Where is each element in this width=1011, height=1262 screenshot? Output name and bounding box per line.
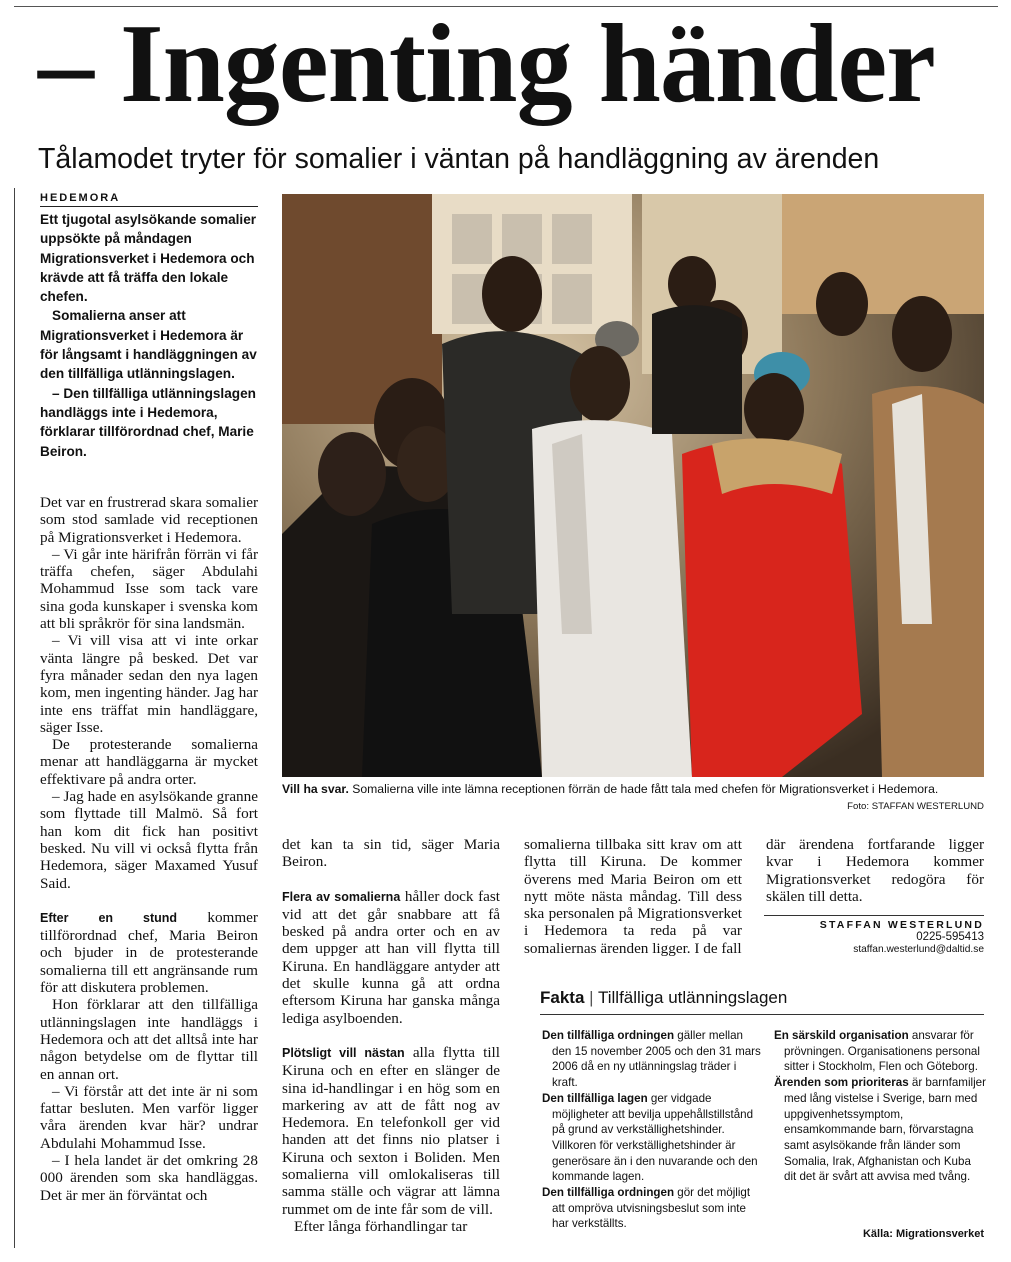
fakta-item [542,1028,764,1091]
fakta-item-text: är barnfamiljer med lång vistelse i Sverige, barn med uppgivenhetssymptom, ensamkommande barn, förvarstagna samt asylsökande från länder som Somalia, Irak, Afghanistan och Kuba dit det är svårt att avvisa med tvång. [784,1076,986,1184]
fakta-column-right [774,1028,986,1185]
fakta-title: Tillfälliga utlänningslagen [597,988,788,1007]
deck-subheadline: Tålamodet tryter för somalier i väntan på handläggning av ärenden [38,143,880,175]
caption-lead: Vill ha svar. [282,782,349,796]
ingress [40,210,258,461]
subhead-text: kommer tillförordnad chef, Maria Beiron och bjuder in de protesterande somalierna till ett angränsande rum för att diskutera problemen. [40,908,258,997]
fakta-item-text: gör det möjligt att ompröva utvisningsbeslut som inte har verkställts. [552,1186,751,1231]
signature-rule [764,915,984,916]
body-paragraph: – I hela landet är det omkring 28 000 ärenden som ska handläggas. Det är mer än förväntat och [40,1151,258,1204]
byline-phone: 0225-595413 [916,931,984,943]
body-paragraph: – Vi förstår att det inte är ni som fattar besluten. Men varför ligger våra ärenden kvar här? undrar Abdulahi Mohammud Isse. [40,1082,258,1152]
fakta-source: Källa: Migrationsverket [862,1228,984,1240]
photo-caption [282,782,984,798]
body-paragraph [282,888,500,1027]
fakta-item-lead: Den tillfälliga ordningen [542,1029,675,1042]
body-paragraph [40,909,258,996]
fakta-label: Fakta [540,988,585,1007]
body-paragraph: Hon förklarar att den tillfälliga utlänningslagen inte handläggs i Hedemora och att det alltså inte har någon betydelse om de flyttar till en annan ort. [40,996,258,1083]
fakta-column-left [542,1028,764,1232]
fakta-item-lead: Den tillfälliga lagen [542,1091,648,1105]
news-photo [282,194,984,777]
body-paragraph: De protesterande somalierna menar att handläggarna är mycket effektivare på andra orter. [40,736,258,788]
photo-credit: Foto: STAFFAN WESTERLUND [847,801,984,812]
subhead: Efter en stund [40,910,178,925]
fakta-item-lead: En särskild organisation [774,1029,909,1042]
ingress-paragraph: Somalierna anser att Migrationsverket i Hedemora är för långsamt i handläggningen av den tillfälliga utlänningslagen. [40,308,257,382]
body-column-3 [524,836,742,957]
fakta-item [542,1091,764,1185]
subhead-text: alla flytta till Kiruna och en efter en slänger de sina id-handlingar i en hög som en markering av att de fått nog av Hedemora. En telefonkoll ger vid handen att det finns nio platser i Kiruna och sexton i Boliden. Men somalierna vill omlokaliseras till samma ställe och vägrar att lämna rummet om de inte får som de vill. [282,1043,500,1218]
body-column-4 [766,836,984,905]
fakta-item-text: gäller mellan den 15 november 2005 och den 31 mars 2006 då en ny utlänningslag träder i kraft. [552,1029,761,1090]
byline [764,919,984,956]
ingress-paragraph: – Den tillfälliga utlänningslagen handläggs inte i Hedemora, förklarar tillförordnad chef, Marie Beiron. [40,385,256,459]
ingress-paragraph: Ett tjugotal asylsökande somalier uppsökte på måndagen Migrationsverket i Hedemora och krävde att få träffa den lokale chefen. [40,212,257,305]
fakta-item-text: ansvarar för prövningen. Organisationens personal sitter i Stockholm, Flen och Göteborg. [784,1029,980,1074]
subhead: Flera av somalierna [282,889,401,904]
left-column-rule [14,188,15,1248]
photo-illustration [282,194,984,777]
byline-email: staffan.westerlund@daltid.se [853,944,984,955]
caption-text: Somalierna ville inte lämna receptionen förrän de hade fått tala med chefen för Migrationsverket i Hedemora. [348,782,939,796]
fakta-item-lead: Ärenden som prioriteras [774,1076,909,1090]
fakta-item [774,1075,986,1185]
fakta-rule [540,1014,984,1015]
subhead: Plötsligt vill nästan [282,1045,405,1060]
fakta-heading: Fakta | Tillfälliga utlänningslagen [540,988,788,1007]
byline-name: STAFFAN WESTERLUND [819,919,984,931]
fakta-item [774,1028,986,1075]
body-paragraph: det kan ta sin tid, säger Maria Beiron. [282,836,500,871]
body-paragraph: där ärendena fortfarande ligger kvar i Hedemora kommer Migrationsverket redogöra för skälen till detta. [766,836,984,905]
body-paragraph: – Vi vill visa att vi inte orkar vänta längre på besked. Det var fyra månader sedan den nya lagen kom, men ingenting händer. Jag har inte ens träffat min handläggare, säger Isse. [40,632,258,736]
fakta-item-lead: Den tillfälliga ordningen [542,1186,675,1200]
body-paragraph: somalierna tillbaka sitt krav om att flytta till Kiruna. De kommer överens med Maria Beiron om ett nytt möte nästa måndag. Till dess ska personalen på Migrationsverket i Hedemora ta reda på var somaliernas ärenden ligger. I de fall [524,836,742,957]
body-column-2 [282,836,500,1235]
fakta-item-text: ger vidgade möjligheter att bevilja uppehållstillstånd på grund av verkställighetshinder. Villkoren för verkställighetshinder är generösare än i den nuvarande och den kommande lagen. [552,1091,758,1184]
body-paragraph: Efter långa förhandlingar tar [294,1217,468,1235]
fakta-item [542,1185,764,1232]
dateline: HEDEMORA [40,192,258,207]
subhead-text: håller dock fast vid att det går snabbare att få besked på andra orter och en av dem uppger att han vill flytta till Kiruna. En handläggare antyder att det skulle kunna gå att ordna eftersom Kiruna har ganska många lediga asylboenden. [282,887,501,1027]
body-paragraph: – Jag hade en asylsökande granne som flyttade till Malmö. Så fort han kom dit fick han positivt besked. Nu vill vi också flytta från Hedemora, säger Maxamed Yusuf Said. [40,788,258,892]
body-paragraph [282,1044,500,1218]
headline: – Ingenting händer [38,2,935,126]
body-paragraph: – Vi går inte härifrån förrän vi får träffa chefen, säger Abdulahi Mohammud Isse som tack vare sina goda kunskaper i svenska kom att bli språkrör för sina landsmän. [40,545,258,633]
body-column-1 [40,494,258,1204]
body-paragraph: Det var en frustrerad skara somalier som stod samlade vid receptionen på Migrationsverket i Hedemora. [40,494,259,546]
